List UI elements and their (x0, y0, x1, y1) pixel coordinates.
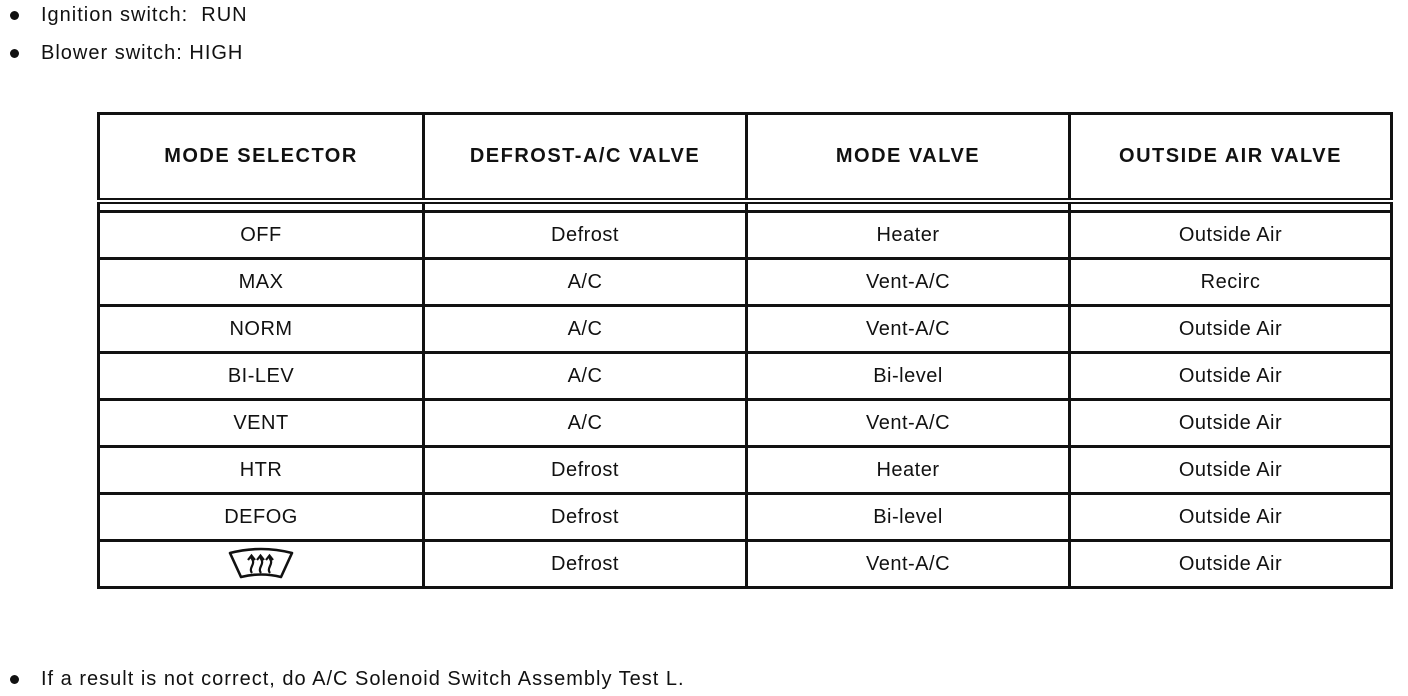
mode-cell: OFF (99, 212, 424, 259)
table-row (99, 259, 1392, 306)
mode-cell: NORM (99, 306, 424, 353)
defrost-ac-cell: Defrost (424, 212, 747, 259)
mode-valve-cell: Bi-level (747, 353, 1070, 400)
defrost-ac-cell: Defrost (424, 494, 747, 541)
mode-cell: HTR (99, 447, 424, 494)
bullet-icon (10, 11, 19, 20)
mode-cell (99, 541, 424, 588)
condition-value: RUN (201, 4, 248, 26)
header-defrost-ac-valve: DEFROST-A/C VALVE (424, 114, 747, 202)
windshield-defrost-icon (225, 547, 297, 581)
header-mode-valve: MODE VALVE (747, 114, 1070, 202)
mode-cell: MAX (99, 259, 424, 306)
mode-cell: BI-LEV (99, 353, 424, 400)
header-mode-selector: MODE SELECTOR (99, 114, 424, 202)
outside-air-cell: Recirc (1070, 259, 1392, 306)
note-text: If a result is not correct, do A/C Solenoid Switch Assembly Test L. (41, 668, 685, 690)
mode-valve-table (97, 112, 1393, 589)
table-row (99, 400, 1392, 447)
mode-cell: DEFOG (99, 494, 424, 541)
defrost-ac-cell: Defrost (424, 447, 747, 494)
table-row (99, 494, 1392, 541)
mode-valve-cell: Vent-A/C (747, 541, 1070, 588)
mode-valve-cell: Vent-A/C (747, 400, 1070, 447)
mode-valve-cell: Bi-level (747, 494, 1070, 541)
outside-air-cell: Outside Air (1070, 306, 1392, 353)
outside-air-cell: Outside Air (1070, 447, 1392, 494)
outside-air-cell: Outside Air (1070, 494, 1392, 541)
bullet-icon (10, 675, 19, 684)
defrost-ac-cell: A/C (424, 400, 747, 447)
defrost-ac-cell: A/C (424, 259, 747, 306)
outside-air-cell: Outside Air (1070, 353, 1392, 400)
mode-cell: VENT (99, 400, 424, 447)
defrost-ac-cell: A/C (424, 306, 747, 353)
condition-label: Blower switch: (41, 42, 183, 64)
table-row (99, 353, 1392, 400)
table-row (99, 212, 1392, 259)
outside-air-cell: Outside Air (1070, 400, 1392, 447)
outside-air-cell: Outside Air (1070, 212, 1392, 259)
test-note (10, 668, 685, 691)
defrost-ac-cell: Defrost (424, 541, 747, 588)
condition-ignition (10, 4, 248, 27)
condition-label: Ignition switch: (41, 4, 189, 26)
mode-valve-cell: Heater (747, 212, 1070, 259)
table-row (99, 447, 1392, 494)
bullet-icon (10, 49, 19, 58)
header-outside-air-valve: OUTSIDE AIR VALVE (1070, 114, 1392, 202)
table-header-row (99, 114, 1392, 202)
table-row (99, 306, 1392, 353)
condition-value: HIGH (189, 42, 244, 64)
condition-blower (10, 42, 243, 65)
outside-air-cell: Outside Air (1070, 541, 1392, 588)
mode-valve-cell: Heater (747, 447, 1070, 494)
mode-valve-cell: Vent-A/C (747, 306, 1070, 353)
mode-valve-cell: Vent-A/C (747, 259, 1070, 306)
table-row (99, 541, 1392, 588)
defrost-ac-cell: A/C (424, 353, 747, 400)
header-separator (99, 201, 1392, 212)
